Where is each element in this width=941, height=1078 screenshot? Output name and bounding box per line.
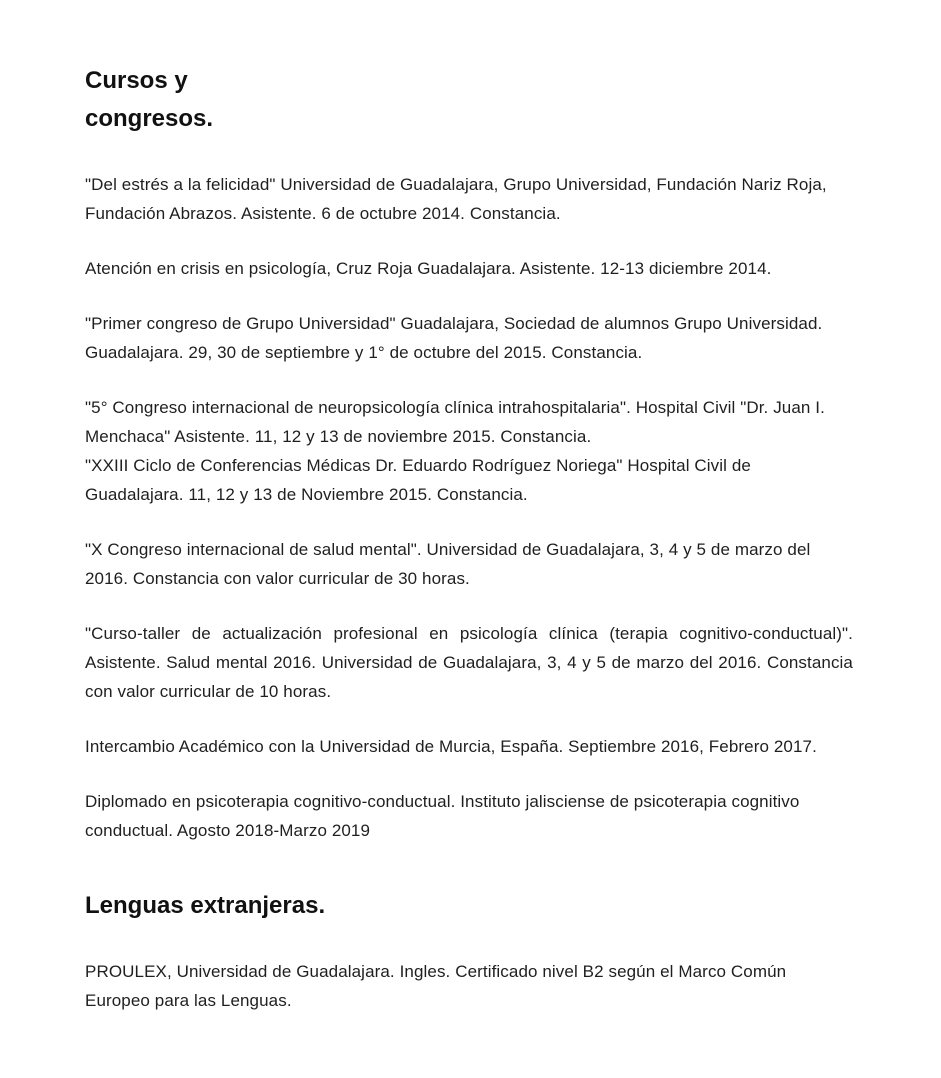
section-lenguas-extranjeras xyxy=(85,887,853,1015)
course-entry: Atención en crisis en psicología, Cruz Roja Guadalajara. Asistente. 12-13 diciembre 2014. xyxy=(85,259,772,278)
section-title-cursos-y-congresos xyxy=(85,62,853,138)
section-title-lenguas-extranjeras xyxy=(85,887,853,925)
heading-line: Cursos y xyxy=(85,67,188,94)
course-entry: Diplomado en psicoterapia cognitivo-conductual. Instituto jalisciense de psicoterapia cognitivo conductual. Agosto 2018-Marzo 2019 xyxy=(85,792,800,840)
heading-line: congresos. xyxy=(85,105,214,132)
course-entry: "Curso-taller de actualización profesional en psicología clínica (terapia cognitivo-conductual)". Asistente. Salud mental 2016. Universidad de Guadalajara, 3, 4 y 5 de marzo del 2016. Constancia con valor curricular de 10 horas. xyxy=(85,624,853,701)
course-entry: "5° Congreso internacional de neuropsicología clínica intrahospitalaria". Hospital Civil "Dr. Juan I. Menchaca" Asistente. 11, 12 y 13 de noviembre 2015. Constancia. xyxy=(85,398,825,446)
heading-line: Lenguas extranjeras. xyxy=(85,892,326,919)
course-entry: "XXIII Ciclo de Conferencias Médicas Dr. Eduardo Rodríguez Noriega" Hospital Civil de Guadalajara. 11, 12 y 13 de Noviembre 2015. Constancia. xyxy=(85,456,751,504)
language-entry: PROULEX, Universidad de Guadalajara. Ingles. Certificado nivel B2 según el Marco Común Europeo para las Lenguas. xyxy=(85,962,787,1010)
course-entry: "X Congreso internacional de salud mental". Universidad de Guadalajara, 3, 4 y 5 de marzo del 2016. Constancia con valor curricular de 30 horas. xyxy=(85,540,811,588)
course-entry: "Del estrés a la felicidad" Universidad de Guadalajara, Grupo Universidad, Fundación Nariz Roja, Fundación Abrazos. Asistente. 6 de octubre 2014. Constancia. xyxy=(85,175,827,223)
section-cursos-y-congresos xyxy=(85,62,853,845)
course-entry: Intercambio Académico con la Universidad de Murcia, España. Septiembre 2016, Febrero 2017. xyxy=(85,737,817,756)
course-entry: "Primer congreso de Grupo Universidad" Guadalajara, Sociedad de alumnos Grupo Universidad. Guadalajara. 29, 30 de septiembre y 1° de octubre del 2015. Constancia. xyxy=(85,314,823,362)
